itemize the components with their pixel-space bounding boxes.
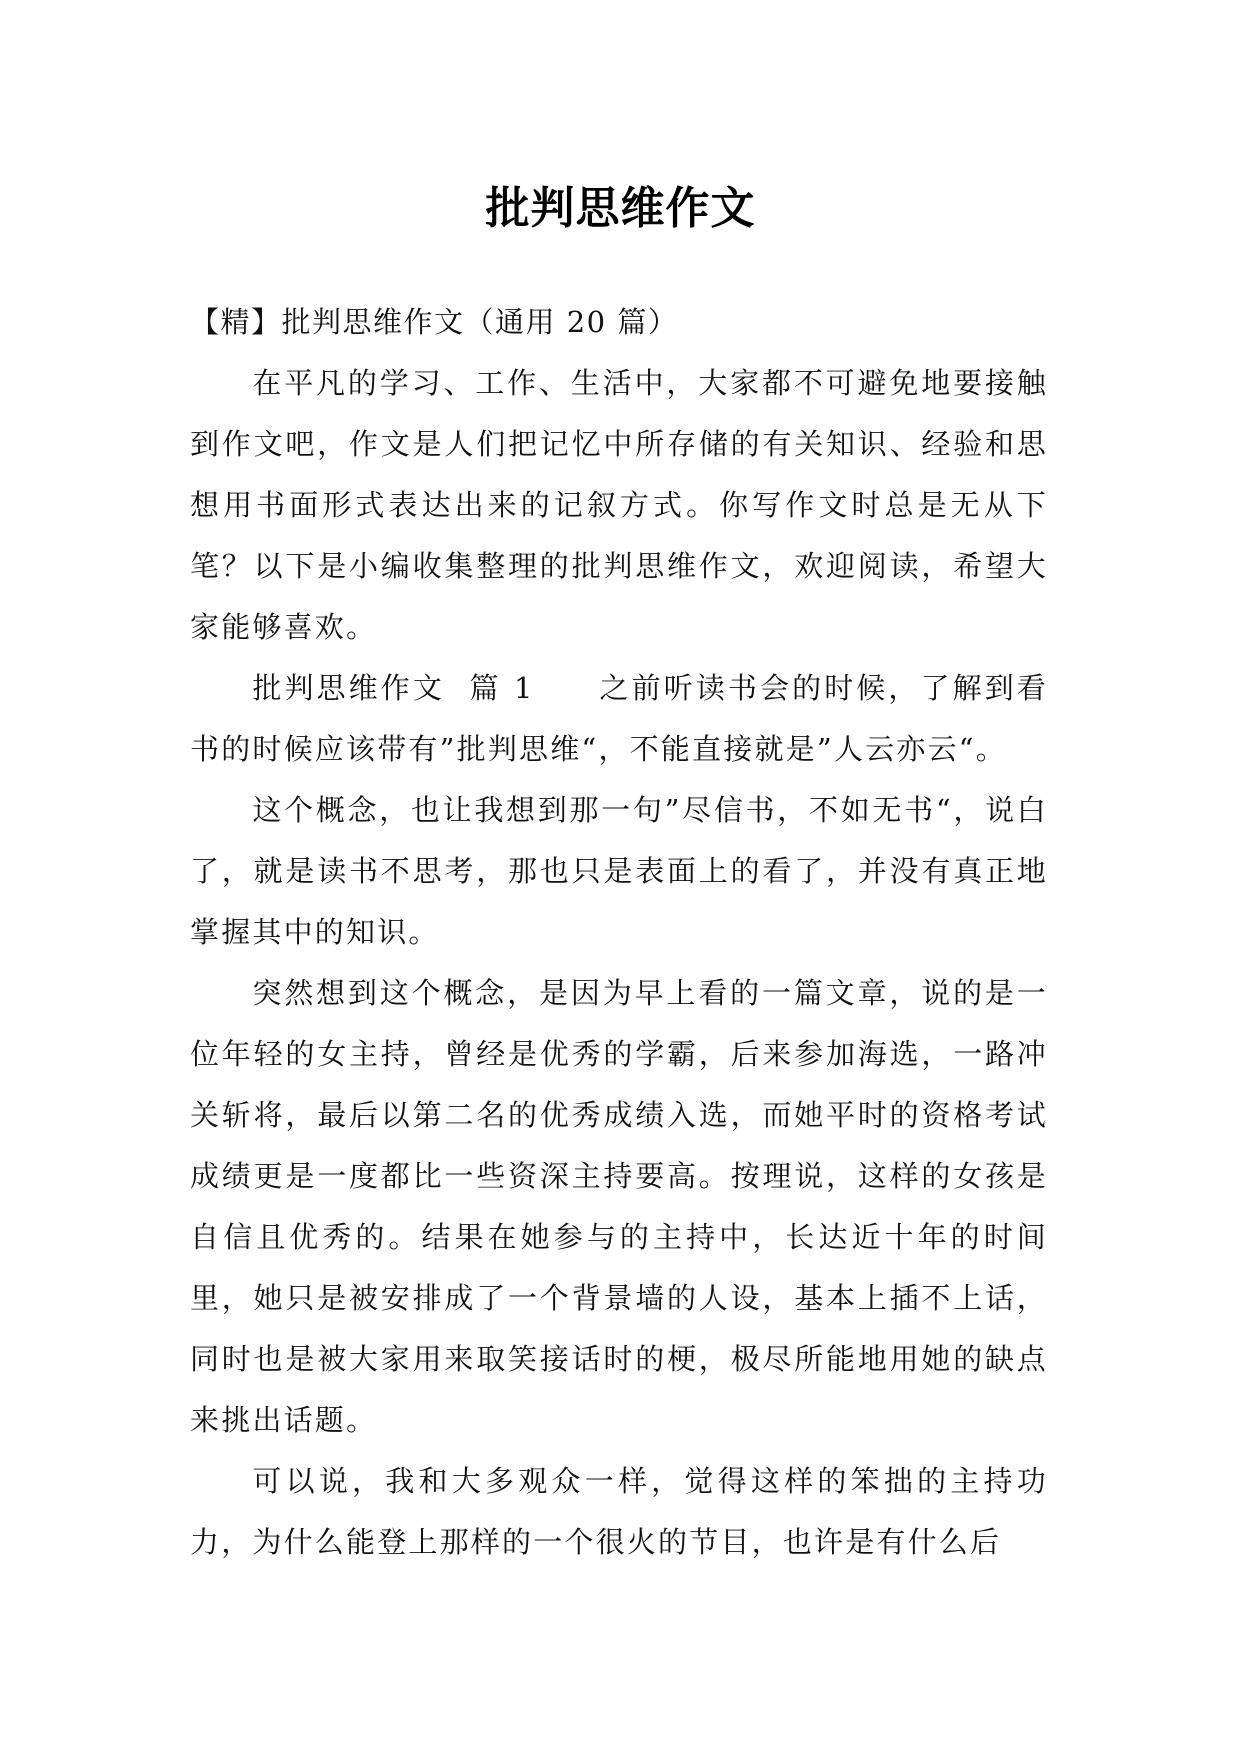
section-first-paragraph: 之前听读书会的时候，了解到看书的时候应该带有”批判思维“，不能直接就是”人云亦云“。 [190, 671, 1048, 766]
section-heading: 批判思维作文 篇 1 [252, 671, 535, 705]
document-title: 批判思维作文 [485, 183, 756, 235]
document-subtitle: 【精】批判思维作文（通用 20 篇） [190, 305, 679, 339]
body-paragraph-2: 突然想到这个概念，是因为早上看的一篇文章，说的是一位年轻的女主持，曾经是优秀的学霸，后来参加海选，一路冲关斩将，最后以第二名的优秀成绩入选，而她平时的资格考试成绩更是一度都比一些资深主持要高。按理说，这样的女孩是自信且优秀的。结果在她参与的主持中，长达近十年的时间里，她只是被安排成了一个背景墙的人设，基本上插不上话，同时也是被大家用来取笑接话时的梗，极尽所能地用她的缺点来挑出话题。 [190, 976, 1048, 1437]
body-paragraph-3: 可以说，我和大多观众一样，觉得这样的笨拙的主持功力，为什么能登上那样的一个很火的节目，也许是有什么后 [190, 1464, 1048, 1559]
intro-paragraph: 在平凡的学习、工作、生活中，大家都不可避免地要接触到作文吧，作文是人们把记忆中所存储的有关知识、经验和思想用书面形式表达出来的记叙方式。你写作文时总是无从下笔？以下是小编收集整理的批判思维作文，欢迎阅读，希望大家能够喜欢。 [190, 366, 1048, 644]
body-paragraph-1: 这个概念，也让我想到那一句”尽信书，不如无书“，说白了，就是读书不思考，那也只是表面上的看了，并没有真正地掌握其中的知识。 [190, 793, 1048, 949]
section-1-paragraph [190, 658, 1048, 780]
document-body [190, 292, 1048, 1573]
